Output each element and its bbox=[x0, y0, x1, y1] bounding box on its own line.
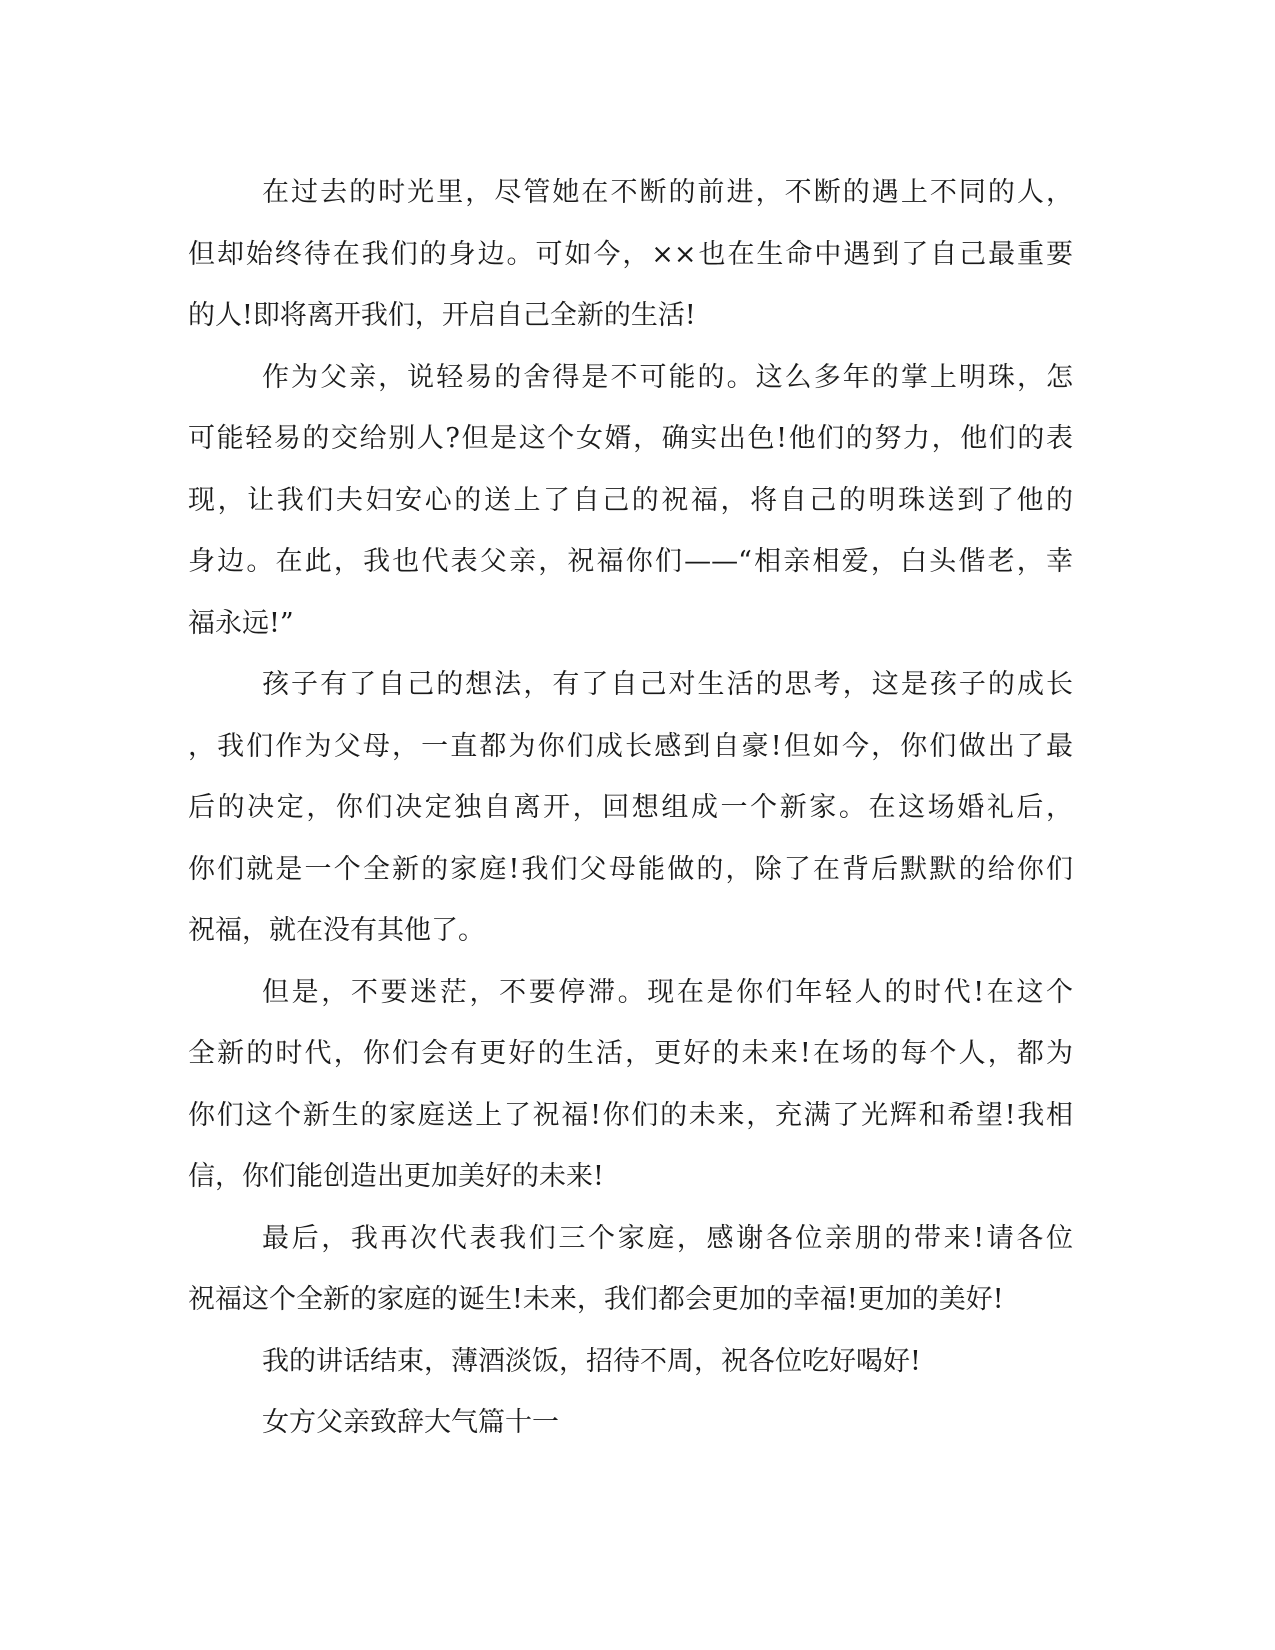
section-heading bbox=[188, 1392, 1073, 1454]
paragraph-4 bbox=[188, 962, 1073, 1208]
paragraph-line: 但却始终待在我们的身边。可如今，××也在生命中遇到了自己最重要 bbox=[188, 238, 1073, 270]
paragraph-line: 的人!即将离开我们，开启自己全新的生活! bbox=[188, 300, 696, 331]
paragraph-line: 作为父亲，说轻易的舍得是不可能的。这么多年的掌上明珠，怎 bbox=[262, 361, 1073, 393]
paragraph-2 bbox=[188, 347, 1073, 655]
paragraph-1 bbox=[188, 162, 1073, 347]
paragraph-line: ，我们作为父母，一直都为你们成长感到自豪!但如今，你们做出了最 bbox=[188, 730, 1073, 762]
paragraph-line: 可能轻易的交给别人?但是这个女婿，确实出色!他们的努力，他们的表 bbox=[188, 423, 1073, 454]
paragraph-6 bbox=[188, 1331, 1073, 1393]
paragraph-3 bbox=[188, 654, 1073, 962]
paragraph-line: 身边。在此，我也代表父亲，祝福你们——“相亲相爱，白头偕老，幸 bbox=[188, 546, 1073, 577]
paragraph-line: 在过去的时光里，尽管她在不断的前进，不断的遇上不同的人， bbox=[262, 177, 1073, 208]
document-body bbox=[188, 162, 1073, 1454]
paragraph-5 bbox=[188, 1208, 1073, 1331]
paragraph-line: 孩子有了自己的想法，有了自己对生活的思考，这是孩子的成长 bbox=[262, 669, 1073, 700]
paragraph-line: 你们这个新生的家庭送上了祝福!你们的未来，充满了光辉和希望!我相 bbox=[188, 1099, 1073, 1131]
heading-line: 女方父亲致辞大气篇十一 bbox=[262, 1407, 559, 1438]
paragraph-line: 现，让我们夫妇安心的送上了自己的祝福，将自己的明珠送到了他的 bbox=[188, 484, 1073, 516]
paragraph-line: 我的讲话结束，薄酒淡饭，招待不周，祝各位吃好喝好! bbox=[262, 1345, 921, 1377]
paragraph-line: 全新的时代，你们会有更好的生活，更好的未来!在场的每个人，都为 bbox=[188, 1038, 1073, 1069]
paragraph-line: 但是，不要迷茫，不要停滞。现在是你们年轻人的时代!在这个 bbox=[262, 976, 1073, 1008]
paragraph-line: 祝福这个全新的家庭的诞生!未来，我们都会更加的幸福!更加的美好! bbox=[188, 1284, 1004, 1315]
paragraph-line: 后的决定，你们决定独自离开，回想组成一个新家。在这场婚礼后， bbox=[188, 792, 1073, 823]
paragraph-line: 祝福，就在没有其他了。 bbox=[188, 915, 485, 946]
paragraph-line: 最后，我再次代表我们三个家庭，感谢各位亲朋的带来!请各位 bbox=[262, 1222, 1073, 1254]
paragraph-line: 福永远!” bbox=[188, 607, 294, 639]
paragraph-line: 你们就是一个全新的家庭!我们父母能做的，除了在背后默默的给你们 bbox=[188, 853, 1073, 885]
paragraph-line: 信，你们能创造出更加美好的未来! bbox=[188, 1161, 604, 1192]
